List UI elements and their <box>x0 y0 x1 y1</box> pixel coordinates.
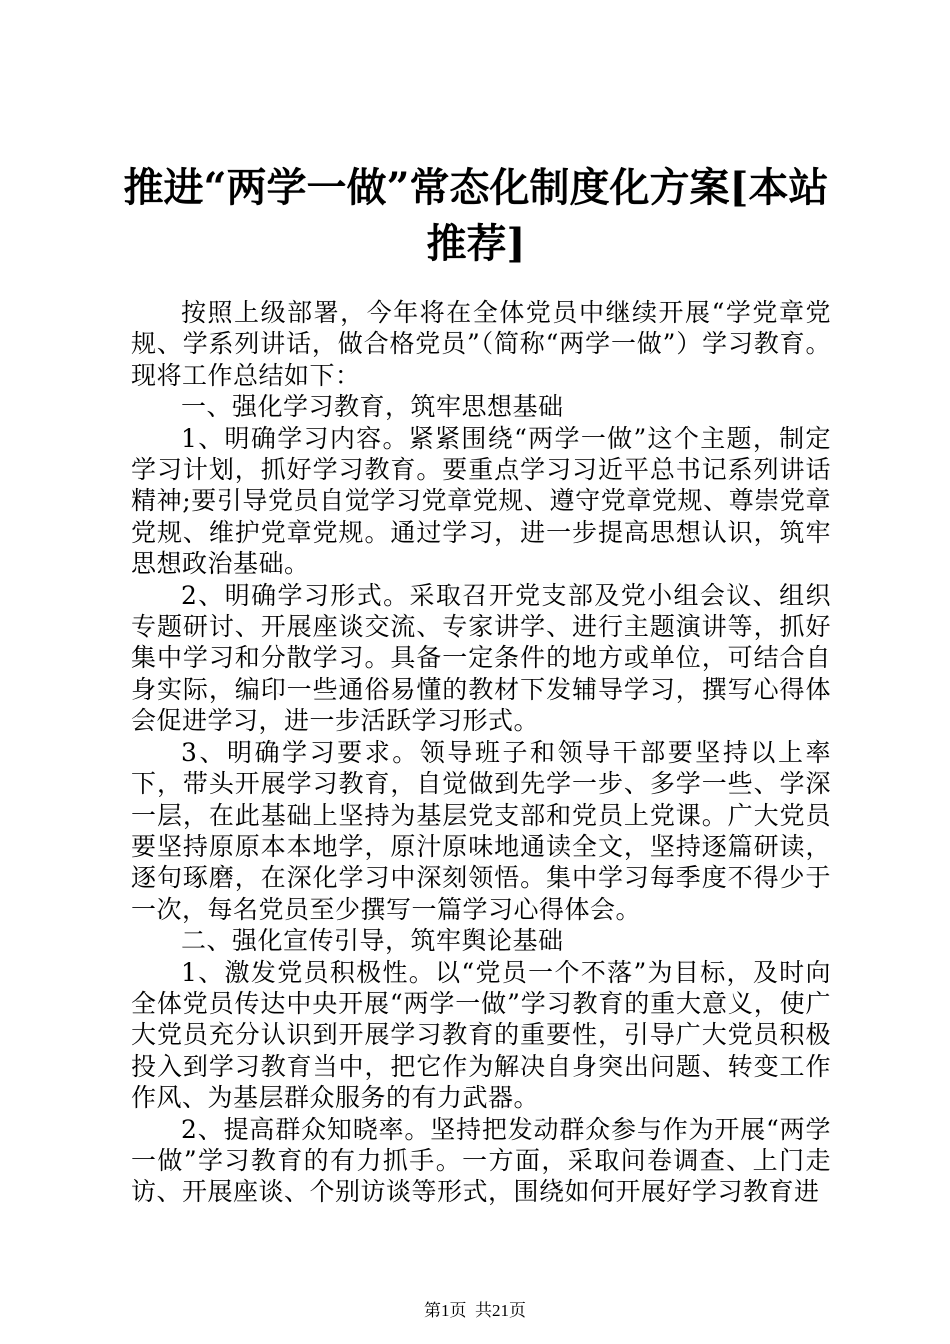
section-heading-2: 二、强化宣传引导，筑牢舆论基础 <box>181 926 564 956</box>
page-total: 共21页 <box>475 1301 526 1320</box>
footer-separator <box>467 1301 476 1320</box>
body-paragraph: 2、明确学习形式。采取召开党支部及党小组会议、组织专题研讨、开展座谈交流、专家讲学、进行主题演讲等，抓好集中学习和分散学习。具备一定条件的地方或单位，可结合自身实际，编印一些通俗易懂的教材下发辅导学习，撰写心得体会促进学习，进一步活跃学习形式。 <box>131 580 831 736</box>
section-heading-1: 一、强化学习教育，筑牢思想基础 <box>181 392 564 422</box>
intro-paragraph: 按照上级部署，今年将在全体党员中继续开展“学党章党规、学系列讲话，做合格党员”（简称“两学一做”）学习教育。现将工作总结如下： <box>131 298 831 390</box>
body-paragraph: 3、明确学习要求。领导班子和领导干部要坚持以上率下，带头开展学习教育，自觉做到先学一步、多学一些、学深一层，在此基础上坚持为基层党支部和党员上党课。广大党员要坚持原原本本地学，原汁原味地通读全文，坚持逐篇研读，逐句琢磨，在深化学习中深刻领悟。集中学习每季度不得少于一次，每名党员至少撰写一篇学习心得体会。 <box>131 737 831 924</box>
document-title: 推进“两学一做”常态化制度化方案[本站推荐] <box>123 164 829 267</box>
body-paragraph: 2、提高群众知晓率。坚持把发动群众参与作为开展“两学一做”学习教育的有力抓手。一方面，采取问卷调查、上门走访、开展座谈、个别访谈等形式，围绕如何开展好学习教育进 <box>131 1114 831 1207</box>
body-paragraph: 1、明确学习内容。紧紧围绕“两学一做”这个主题，制定学习计划，抓好学习教育。要重点学习习近平总书记系列讲话精神;要引导党员自觉学习党章党规、遵守党章党规、尊崇党章党规、维护党章党规。通过学习，进一步提高思想认识，筑牢思想政治基础。 <box>131 423 831 579</box>
body-paragraph: 1、激发党员积极性。以“党员一个不落”为目标，及时向全体党员传达中央开展“两学一做”学习教育的重大意义，使广大党员充分认识到开展学习教育的重要性，引导广大党员积极投入到学习教育当中，把它作为解决自身突出问题、转变工作作风、为基层群众服务的有力武器。 <box>131 957 831 1113</box>
page-footer <box>0 1300 950 1322</box>
document-body <box>131 297 831 1208</box>
page-number: 第1页 <box>424 1301 467 1320</box>
